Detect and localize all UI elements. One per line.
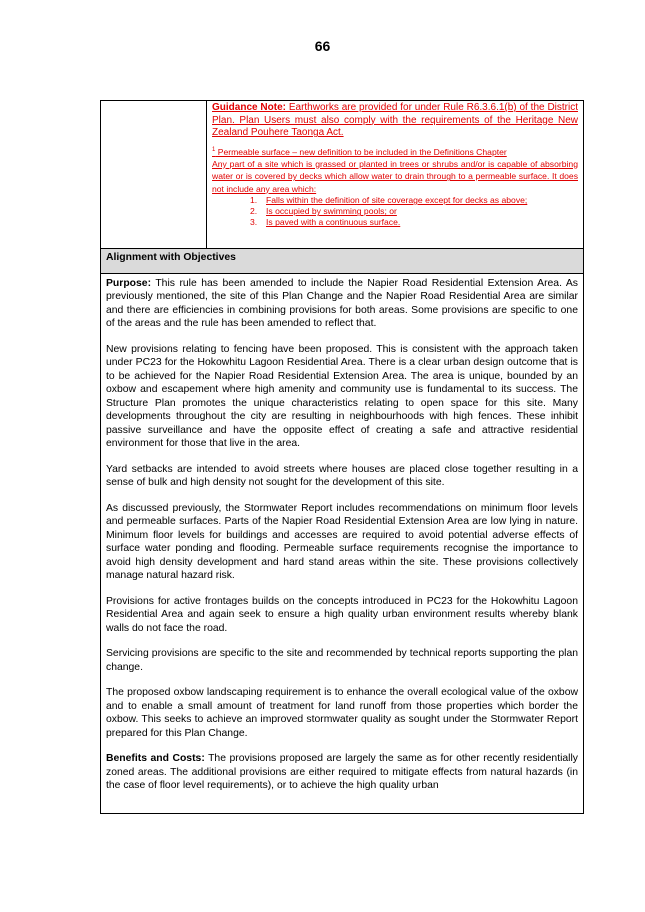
empty-left-cell <box>101 101 207 248</box>
benefits-label: Benefits and Costs: <box>106 753 205 765</box>
body-paragraph: The proposed oxbow landscaping requirement is to enhance the overall ecological value of the oxbow and to enable a small amount of treatment for land runoff from those properties which border the oxbow. This seeks to achieve an improved stormwater quality as sought under the Stormwater Report prepared for this Plan Change. <box>106 687 578 739</box>
provisions-table <box>100 100 584 814</box>
body-paragraph: As discussed previously, the Stormwater Report includes recommendations on minimum floor levels and permeable surfaces. Parts of the Napier Road Residential Extension Area are low lying in nature. Minimum floor levels for buildings and accesses are required to avoid potential adverse effects of surface water ponding and flooding. Permeable surface requirements recognise the importance to avoid high density development and hard stand areas within the site. These provisions collectively manage natural hazard risk. <box>106 502 578 582</box>
body-paragraph: Servicing provisions are specific to the site and recommended by technical reports supporting the plan change. <box>106 648 578 673</box>
list-item-number: 2. <box>250 206 258 217</box>
body-paragraph: New provisions relating to fencing have been proposed. This is consistent with the approach taken under PC23 for the Hokowhitu Lagoon Residential Area. There is a clear urban design outcome that is to be achieved for the Napier Road Residential Extension Area. The area is unique, bounded by an oxbow and escapement where high amenity and community use is fundamental to its success. The Structure Plan promotes the unique characteristics relating to open space for this site. Many developments throughout the city are resulting in neighbourhoods with high fences. These inhibit passive surveillance and have the opposite effect of creating a safe and attractive residential environment for those that live in the area. <box>106 344 578 450</box>
purpose-text: This rule has been amended to include the Napier Road Residential Extension Area. As previously mentioned, the site of this Plan Change and the Napier Road Residential Area are similar and there are efficiencies in combining provisions for both areas. Some provisions are specific to one of the areas and the rule has been amended to reflect that. <box>106 278 578 330</box>
guidance-note <box>212 102 578 140</box>
footnote-marker: 1 <box>212 146 216 153</box>
section-heading: Alignment with Objectives <box>101 249 583 274</box>
footnote-body: Any part of a site which is grassed or planted in trees or shrubs and/or is capable of absorbing water or is covered by decks which allow water to drain through to a permeable surface. It does not include any area which: <box>212 158 578 194</box>
list-item <box>250 206 578 217</box>
guidance-note-text: Earthworks are provided for under Rule R6.3.6.1(b) of the District Plan. Plan Users must also comply with the requirements of the Heritage New Zealand Pouhere Taonga Act. <box>212 102 578 139</box>
body-paragraph: Provisions for active frontages builds on the concepts introduced in PC23 for the Hokowhitu Lagoon Residential Area and again seek to ensure a high quality urban environment results whereby blank walls do not face the road. <box>106 595 578 634</box>
list-item-text: Is occupied by swimming pools; or <box>266 206 397 217</box>
guidance-note-label: Guidance Note: <box>212 102 286 113</box>
list-item-number: 3. <box>250 217 258 228</box>
purpose-label: Purpose: <box>106 278 152 289</box>
page-number: 66 <box>314 38 331 54</box>
benefits-text: The provisions proposed are largely the same as for other recently residentially zoned areas. The additional provisions are either required to mitigate effects from natural hazards (in the case of floor level requirements), or to achieve the high quality urban <box>106 753 578 792</box>
guidance-row <box>101 101 583 249</box>
section-body <box>101 274 583 814</box>
list-item <box>250 217 578 228</box>
body-paragraph: Yard setbacks are intended to avoid streets where houses are placed close together resulting in a sense of bulk and high density not sought for the development of this site. <box>106 463 578 489</box>
list-item-text: Falls within the definition of site coverage except for decks as above; <box>266 195 528 206</box>
footnote-list <box>212 195 578 229</box>
purpose-paragraph <box>106 277 578 331</box>
list-item <box>250 195 578 206</box>
guidance-cell <box>207 101 583 248</box>
list-item-text: Is paved with a continuous surface. <box>266 217 401 228</box>
benefits-paragraph <box>106 752 578 792</box>
list-item-number: 1. <box>250 195 258 206</box>
footnote-heading-text: Permeable surface – new definition to be included in the Definitions Chapter <box>215 146 507 157</box>
footnote-heading <box>212 145 578 158</box>
